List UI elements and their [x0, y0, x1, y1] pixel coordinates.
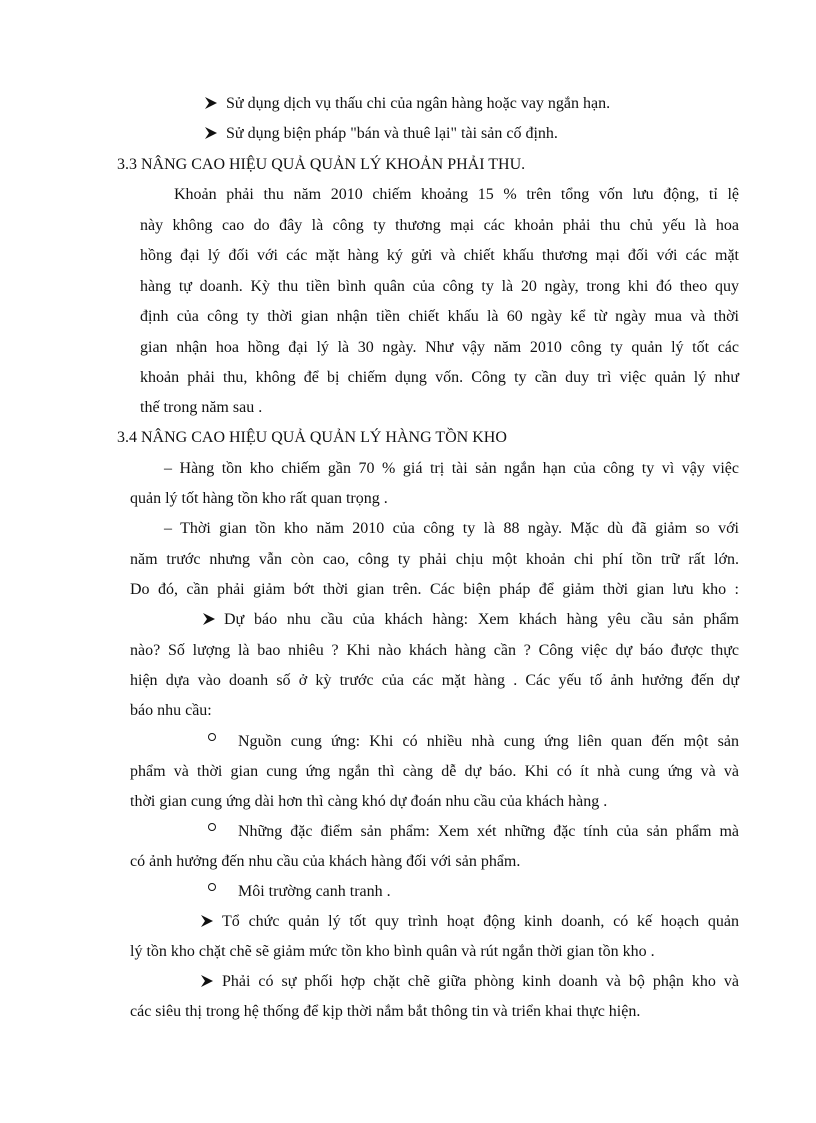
bullet-coordinate: [200, 972, 739, 992]
arrow-bullet-icon: [200, 914, 214, 928]
paragraph-line: Do đó, cần phải giảm bớt thời gian trên. Các biện pháp để giảm thời gian lưu kho :: [130, 581, 739, 598]
bullet-text: Tổ chức quản lý tốt quy trình hoạt động kinh doanh, có kế hoạch quản: [222, 913, 739, 930]
paragraph-line: quản lý tốt hàng tồn kho rất quan trọng .: [130, 490, 388, 507]
sub-bullet-competition: Môi trường canh tranh .: [238, 883, 391, 900]
paragraph-line: này không cao do đây là công ty thương mại các khoản phải thu chủ yếu là hoa: [140, 217, 739, 234]
sub-bullet-supply: Nguồn cung ứng: Khi có nhiều nhà cung ứng liên quan đến một sản: [238, 733, 739, 750]
bullet-text: Sử dụng biện pháp "bán và thuê lại" tài sản cố định.: [226, 125, 558, 142]
section-heading-3-3: 3.3 NÂNG CAO HIỆU QUẢ QUẢN LÝ KHOẢN PHẢI THU.: [117, 156, 526, 173]
section-heading-3-4: 3.4 NÂNG CAO HIỆU QUẢ QUẢN LÝ HÀNG TỒN KHO: [117, 429, 507, 446]
bullet-forecast: [202, 610, 739, 630]
arrow-bullet-icon: [200, 974, 214, 988]
bullet-text: Dự báo nhu cầu của khách hàng: Xem khách hàng yêu cầu sản phẩm: [224, 611, 739, 628]
paragraph-line: lý tồn kho chặt chẽ sẽ giảm mức tồn kho bình quân và rút ngắn thời gian tồn kho .: [130, 943, 655, 960]
bullet-sale-leaseback: [204, 124, 558, 144]
bullet-overdraft: [204, 94, 610, 114]
paragraph-line: – Thời gian tồn kho năm 2010 của công ty là 88 ngày. Mặc dù đã giảm so với: [164, 520, 739, 537]
sub-bullet-product: Những đặc điểm sản phẩm: Xem xét những đặc tính của sản phẩm mà: [238, 823, 739, 840]
paragraph-line: khoản phải thu, không để bị chiếm dụng vốn. Công ty cần duy trì việc quản lý như: [140, 369, 739, 386]
paragraph-line: hiện dựa vào doanh số ở kỳ trước của các mặt hàng . Các yếu tố ảnh hưởng đến dự: [130, 672, 739, 689]
paragraph-line: hồng đại lý đối với các mặt hàng ký gửi và chiết khấu thương mại đối với các mặt: [140, 247, 739, 264]
paragraph-line: các siêu thị trong hệ thống để kịp thời nắm bắt thông tin và triển khai thực hiện.: [130, 1003, 641, 1020]
paragraph-line: nào? Số lượng là bao nhiêu ? Khi nào khách hàng cần ? Công việc dự báo được thực: [130, 642, 739, 659]
paragraph-line: gian nhận hoa hồng đại lý là 30 ngày. Như vậy năm 2010 công ty quản lý tốt các: [140, 339, 739, 356]
paragraph-line: định của công ty thời gian nhận tiền chiết khấu là 60 ngày kể từ ngày mua và thời: [140, 308, 739, 325]
degree-bullet-icon: [208, 822, 216, 842]
arrow-bullet-icon: [202, 612, 216, 626]
arrow-bullet-icon: [204, 96, 218, 110]
degree-bullet-icon: [208, 882, 216, 902]
paragraph-line: năm trước nhưng vẫn còn cao, công ty phải chịu một khoản chi phí tồn trữ rất lớn.: [130, 551, 739, 568]
paragraph-line: có ảnh hưởng đến nhu cầu của khách hàng đối với sản phẩm.: [130, 853, 521, 870]
paragraph-line: thời gian cung ứng dài hơn thì càng khó dự đoán nhu cầu của khách hàng .: [130, 793, 608, 810]
bullet-text: Phải có sự phối hợp chặt chẽ giữa phòng kinh doanh và bộ phận kho và: [222, 973, 739, 990]
degree-bullet-icon: [208, 732, 216, 752]
paragraph-line: phẩm và thời gian cung ứng ngắn thì càng dễ dự báo. Khi có ít nhà cung ứng và và: [130, 763, 739, 780]
paragraph-line: Khoản phải thu năm 2010 chiếm khoảng 15 % trên tổng vốn lưu động, tỉ lệ: [174, 186, 739, 203]
paragraph-line: hàng tự doanh. Kỳ thu tiền bình quân của công ty là 20 ngày, trong khi đó theo quy: [140, 278, 739, 295]
paragraph-line: – Hàng tồn kho chiếm gần 70 % giá trị tài sản ngắn hạn của công ty vì vậy việc: [164, 460, 739, 477]
bullet-text: Sử dụng dịch vụ thấu chi của ngân hàng hoặc vay ngắn hạn.: [226, 95, 611, 112]
bullet-organize: [200, 912, 739, 932]
arrow-bullet-icon: [204, 126, 218, 140]
paragraph-line: báo nhu cầu:: [130, 702, 212, 719]
paragraph-line: thế trong năm sau .: [140, 399, 263, 416]
